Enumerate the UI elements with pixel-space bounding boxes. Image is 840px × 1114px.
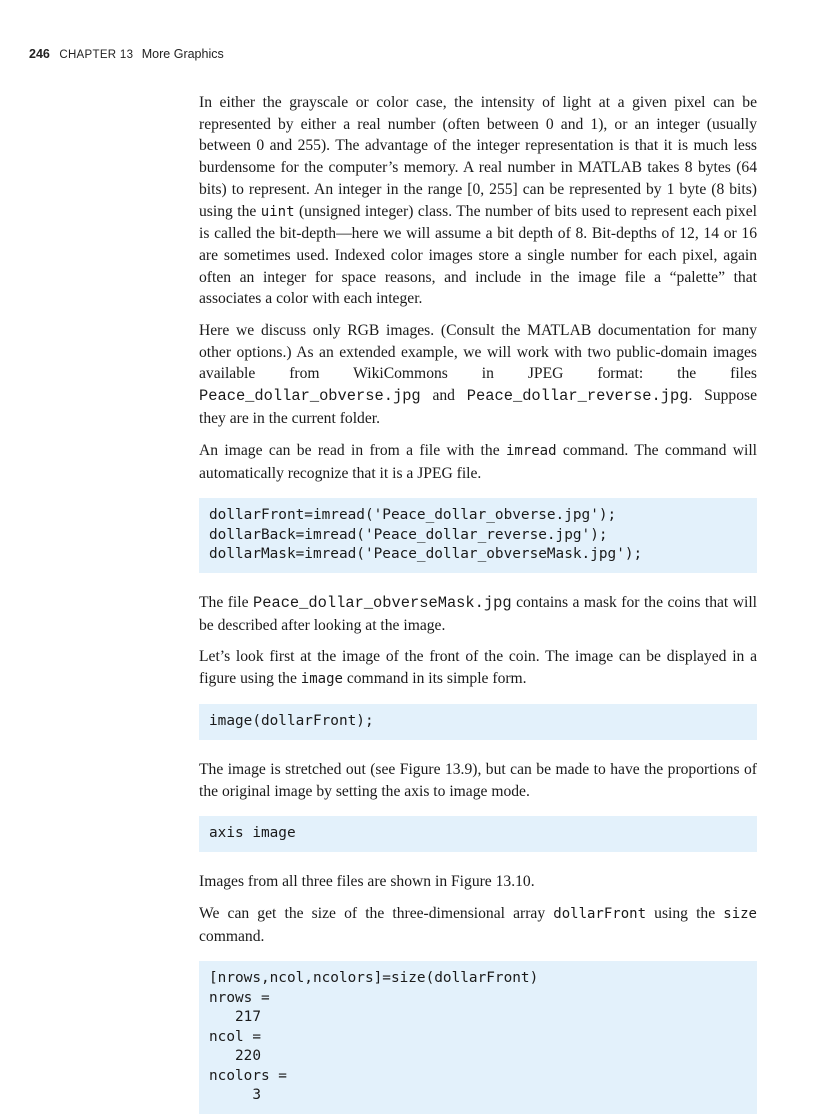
paragraph-text: We can get the size of the three-dimensional array: [199, 905, 546, 922]
paragraph-text: Images from all three files are shown in Figure 13.10.: [199, 873, 535, 890]
paragraph-text: Let’s look first at the image of the front of the coin. The image can be displayed in a figure using the: [199, 648, 757, 687]
inline-code-imread: imread: [505, 443, 557, 459]
paragraph-text: Here we discuss only RGB images. (Consult the MATLAB documentation for many other options.) As an extended example, we will work with two public-domain images available from WikiCommons in JPEG format: the files: [199, 322, 757, 383]
code-line: 217: [209, 1009, 261, 1025]
code-line: ncolors =: [209, 1067, 287, 1084]
code-line: dollarBack=imread('Peace_dollar_reverse.jpg');: [209, 526, 608, 543]
paragraph-stretched: [199, 759, 757, 802]
paragraph-display-image: [199, 646, 757, 690]
paragraph-text: and: [432, 387, 455, 405]
paragraph-text: contains a mask for the coins that will be described after looking at the image.: [199, 594, 757, 634]
code-block-imread: [199, 498, 757, 573]
paragraph-text: command. The command will automatically recognize that it is a JPEG file.: [199, 442, 757, 482]
code-block-image: [199, 704, 757, 740]
paragraph-text: An image can be read in from a file with the: [199, 442, 500, 459]
inline-filename-obverse: Peace_dollar_obverse.jpg: [199, 387, 421, 406]
inline-code-dollarfront: dollarFront: [553, 906, 646, 922]
inline-code-image: image: [300, 670, 343, 687]
code-line: 3: [209, 1087, 261, 1103]
paragraph-rgb-images: [199, 320, 757, 430]
paragraph-text: (unsigned integer) class. The number of bits used to represent each pixel is called the bit-depth—here we will assume a bit depth of 8. Bit-depths of 12, 14 or 16 are sometimes used. Indexed color images store a single number for each pixel, again often an integer for space reasons, and include in the image file a “palette” that associates a color with each integer.: [199, 202, 757, 308]
paragraph-size-command: [199, 903, 757, 947]
chapter-title: More Graphics: [141, 47, 224, 61]
inline-filename-reverse: Peace_dollar_reverse.jpg: [466, 387, 689, 406]
code-line: 220: [209, 1048, 261, 1064]
page-number: 246: [29, 47, 50, 61]
inline-filename-mask: Peace_dollar_obverseMask.jpg: [252, 594, 512, 612]
inline-code-size: size: [723, 906, 757, 922]
running-head: [29, 47, 224, 61]
code-line: axis image: [209, 825, 296, 841]
paragraph-text: command.: [199, 927, 265, 945]
paragraph-imread: [199, 440, 757, 484]
paragraph-text: The image is stretched out (see Figure 13.9), but can be made to have the proportions of the original image by setting the axis to image mode.: [199, 761, 757, 800]
paragraph-mask-file: [199, 592, 757, 636]
code-line: nrows =: [209, 989, 270, 1006]
code-line: dollarMask=imread('Peace_dollar_obverseMask.jpg');: [209, 546, 643, 562]
paragraph-text: The file: [199, 594, 249, 611]
paragraph-text: In either the grayscale or color case, the intensity of light at a given pixel can be represented by either a real number (often between 0 and 1), or an integer (usually between 0 and 255). The advantage of the integer representation is that it is much less burdensome for the computer’s memory. A real number in MATLAB takes 8 bytes (64 bits) to represent. An integer in the range [0, 255] can be represented by 1 byte (8 bits) using the: [199, 94, 757, 220]
paragraph-figure-ref: [199, 871, 757, 893]
paragraph-text: . Suppose they are in the current folder.: [199, 387, 757, 427]
code-block-axis: [199, 816, 757, 852]
paragraph-text: using the: [654, 905, 716, 922]
code-block-size-output: [199, 961, 757, 1114]
code-line: dollarFront=imread('Peace_dollar_obverse.jpg');: [209, 507, 617, 523]
code-line: [nrows,ncol,ncolors]=size(dollarFront): [209, 970, 539, 986]
code-line: image(dollarFront);: [209, 713, 374, 729]
code-line: ncol =: [209, 1028, 261, 1045]
paragraph-text: command in its simple form.: [346, 669, 527, 687]
chapter-label: CHAPTER 13: [59, 49, 134, 61]
inline-code-uint: uint: [260, 203, 295, 220]
paragraph-pixel-intensity: [199, 92, 757, 310]
